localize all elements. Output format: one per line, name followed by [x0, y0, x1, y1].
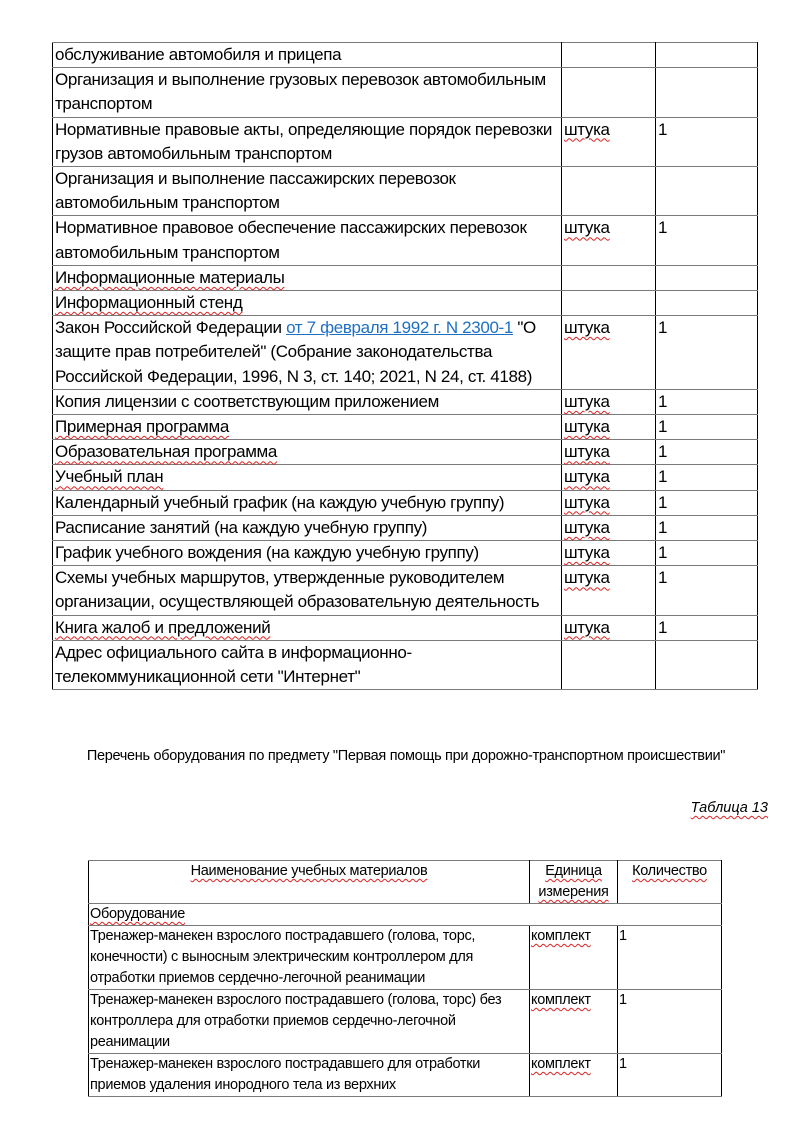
item-unit: штука [562, 490, 656, 515]
item-unit: комплект [530, 1054, 618, 1097]
group-row [89, 904, 722, 926]
item-unit: комплект [530, 990, 618, 1054]
header-name: Наименование учебных материалов [89, 861, 530, 904]
item-qty [656, 68, 758, 117]
table-row [53, 389, 758, 414]
item-qty: 1 [656, 465, 758, 490]
table-row [53, 167, 758, 216]
item-qty: 1 [656, 515, 758, 540]
item-qty: 1 [656, 440, 758, 465]
table-row [53, 43, 758, 68]
item-unit [562, 68, 656, 117]
item-name: Книга жалоб и предложений [53, 615, 562, 640]
item-qty: 1 [656, 415, 758, 440]
item-qty [656, 43, 758, 68]
item-unit [562, 167, 656, 216]
item-unit [562, 291, 656, 316]
item-name: Организация и выполнение пассажирских перевозок автомобильным транспортом [53, 167, 562, 216]
table-row [53, 440, 758, 465]
item-qty: 1 [618, 990, 722, 1054]
item-name: Закон Российской Федерации от 7 февраля 1992 г. N 2300-1 "О защите прав потребителей" (Собрание законодательства Российской Федерации, 1996, N 3, ст. 140; 2021, N 24, ст. 4188) [53, 316, 562, 390]
table-row [53, 265, 758, 290]
item-qty: 1 [656, 316, 758, 390]
item-name: Нормативные правовые акты, определяющие порядок перевозки грузов автомобильным транспортом [53, 117, 562, 166]
item-name: Копия лицензии с соответствующим приложением [53, 389, 562, 414]
item-name: Схемы учебных маршрутов, утвержденные руководителем организации, осуществляющей образовательную деятельность [53, 566, 562, 615]
item-unit: штука [562, 216, 656, 265]
item-unit: комплект [530, 926, 618, 990]
item-unit: штука [562, 440, 656, 465]
group-label: Оборудование [89, 904, 722, 926]
item-qty [656, 167, 758, 216]
table-row [53, 465, 758, 490]
table-row [53, 490, 758, 515]
item-name: Учебный план [53, 465, 562, 490]
first-aid-equipment-table [88, 860, 722, 1097]
item-unit [562, 265, 656, 290]
item-unit: штука [562, 566, 656, 615]
item-name: Календарный учебный график (на каждую учебную группу) [53, 490, 562, 515]
item-qty: 1 [656, 541, 758, 566]
item-qty: 1 [618, 1054, 722, 1097]
item-qty: 1 [656, 389, 758, 414]
item-name: Тренажер-манекен взрослого пострадавшего для отработки приемов удаления инородного тела из верхних [89, 1054, 530, 1097]
item-name: График учебного вождения (на каждую учебную группу) [53, 541, 562, 566]
table-row [53, 515, 758, 540]
table-row [53, 316, 758, 390]
item-qty: 1 [656, 566, 758, 615]
item-name: Адрес официального сайта в информационно-телекоммуникационной сети "Интернет" [53, 640, 562, 689]
table-header-row [89, 861, 722, 904]
item-qty: 1 [618, 926, 722, 990]
item-name: Нормативное правовое обеспечение пассажирских перевозок автомобильным транспортом [53, 216, 562, 265]
item-name: Образовательная программа [53, 440, 562, 465]
table-row [53, 640, 758, 689]
item-qty: 1 [656, 216, 758, 265]
section-caption: Перечень оборудования по предмету "Первая помощь при дорожно-транспортном происшествии" [86, 748, 726, 764]
item-qty [656, 265, 758, 290]
item-name: обслуживание автомобиля и прицепа [53, 43, 562, 68]
item-qty: 1 [656, 615, 758, 640]
item-qty: 1 [656, 117, 758, 166]
item-unit: штука [562, 541, 656, 566]
item-name: Тренажер-манекен взрослого пострадавшего (голова, торс, конечности) с выносным электрическим контроллером для отработки приемов сердечно-легочной реанимации [89, 926, 530, 990]
law-link[interactable]: от 7 февраля 1992 г. N 2300-1 [286, 318, 513, 338]
item-name: Информационный стенд [53, 291, 562, 316]
item-qty [656, 640, 758, 689]
item-unit: штука [562, 415, 656, 440]
item-name: Организация и выполнение грузовых перевозок автомобильным транспортом [53, 68, 562, 117]
item-unit: штука [562, 615, 656, 640]
table-row [89, 1054, 722, 1097]
table-row [53, 541, 758, 566]
header-qty: Количество [618, 861, 722, 904]
table-row [53, 68, 758, 117]
table-number: Таблица 13 [690, 800, 768, 816]
item-unit: штука [562, 389, 656, 414]
item-name: Расписание занятий (на каждую учебную группу) [53, 515, 562, 540]
item-unit [562, 640, 656, 689]
item-unit [562, 43, 656, 68]
table-row [53, 216, 758, 265]
item-name: Информационные материалы [53, 265, 562, 290]
table-row [89, 926, 722, 990]
table-row [53, 415, 758, 440]
table-row [53, 117, 758, 166]
item-name: Тренажер-манекен взрослого пострадавшего (голова, торс) без контроллера для отработки приемов сердечно-легочной реанимации [89, 990, 530, 1054]
item-qty: 1 [656, 490, 758, 515]
table-row [53, 291, 758, 316]
header-unit: Единица измерения [530, 861, 618, 904]
equipment-table-continued [52, 42, 758, 690]
table-row [53, 615, 758, 640]
item-unit: штука [562, 316, 656, 390]
item-unit: штука [562, 117, 656, 166]
item-unit: штука [562, 515, 656, 540]
item-qty [656, 291, 758, 316]
item-name: Примерная программа [53, 415, 562, 440]
item-unit: штука [562, 465, 656, 490]
table-row [53, 566, 758, 615]
table-row [89, 990, 722, 1054]
